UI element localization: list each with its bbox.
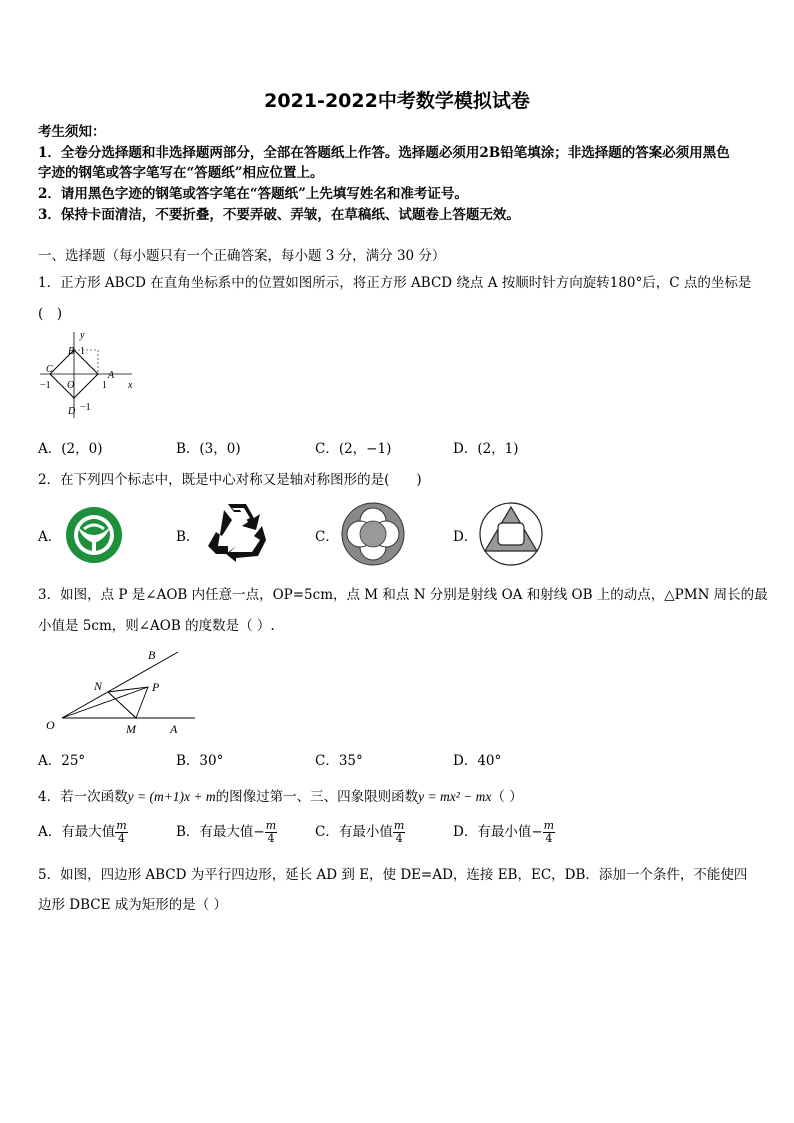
point-b-label: B [148, 648, 156, 662]
question-1-option-c: C．(2，−1) [315, 441, 392, 457]
question-3-option-c: C．35° [315, 753, 363, 769]
point-a-label: A [170, 722, 178, 736]
point-a-label: A [108, 370, 115, 381]
question-4-function-2: y = mx² − mx [418, 789, 492, 804]
question-2-option-a-label: A． [38, 529, 62, 545]
section-heading: 一、选择题（每小题只有一个正确答案，每小题 3 分，满分 30 分） [38, 248, 446, 264]
question-5-stem: 5．如图，四边形 ABCD 为平行四边形，延长 AD 到 E，使 DE=AD，连接 EB，EC，DB．添加一个条件，不能使四 [38, 867, 748, 883]
point-d-label: D [68, 406, 76, 417]
y-axis-label: y [80, 330, 85, 341]
point-m-label: M [126, 722, 136, 736]
recycle-icon [204, 500, 270, 564]
tick-label: −1 [40, 380, 51, 391]
question-4-suffix: （ ） [491, 789, 523, 805]
question-2-option-c-label: C． [315, 529, 339, 545]
question-3-option-a: A．25° [38, 753, 86, 769]
notice-heading: 考生须知： [38, 124, 106, 140]
point-p-label: P [152, 680, 160, 694]
question-1-stem: 1．正方形 ABCD 在直角坐标系中的位置如图所示，将正方形 ABCD 绕点 A 按顺时针方向旋转180°后，C 点的坐标是 [38, 275, 752, 291]
question-4-option-a: A．有最大值 $\frac{m}{4}$ [38, 819, 127, 846]
question-4-option-d: D．有最小值− $\frac{m}{4}$ [453, 819, 555, 846]
triangle-square-circle-icon [478, 501, 544, 567]
tick-label: −1 [80, 402, 91, 413]
question-3-option-d: D．40° [453, 753, 502, 769]
question-4-stem [38, 785, 523, 805]
origin-label: O [67, 380, 75, 391]
tick-label: 1 [102, 380, 107, 391]
point-b-label: B [68, 346, 75, 357]
question-4-function-1: y = (m+1)x + m [127, 789, 216, 804]
notice-item: 字迹的钢笔或答字笔写在“答题纸”相应位置上。 [38, 165, 324, 181]
question-2-option-d-label: D． [453, 529, 478, 545]
notice-item: 1．全卷分选择题和非选择题两部分，全部在答题纸上作答。选择题必须用2B铅笔填涂；非选择题的答案必须用黑色 [38, 145, 730, 161]
question-1-option-b: B．(3，0) [176, 441, 241, 457]
notice-item: 2．请用黑色字迹的钢笔或答字笔在“答题纸”上先填写姓名和准考证号。 [38, 186, 468, 202]
question-4-option-c: C．有最小值 $\frac{m}{4}$ [315, 819, 405, 846]
question-1-paren: ( ) [38, 306, 63, 322]
four-circle-flower-icon [340, 501, 406, 567]
question-3-stem: 小值是 5cm，则∠AOB 的度数是（ ）. [38, 618, 275, 634]
x-axis-label: x [128, 380, 133, 391]
question-2-stem: 2．在下列四个标志中，既是中心对称又是轴对称图形的是( ) [38, 472, 422, 488]
point-n-label: N [94, 679, 103, 693]
point-c-label: C [46, 364, 53, 375]
green-food-logo-icon [64, 505, 124, 565]
question-5-stem: 边形 DBCE 成为矩形的是（ ） [38, 897, 228, 913]
question-1-figure [36, 328, 136, 420]
question-4-prefix: 4．若一次函数 [38, 789, 128, 805]
question-4-option-b: B．有最大值− $\frac{m}{4}$ [176, 819, 277, 846]
notice-item: 3．保持卡面清洁，不要折叠，不要弄破、弄皱，在草稿纸、试题卷上答题无效。 [38, 207, 520, 223]
question-2-option-b-label: B． [176, 529, 200, 545]
question-4-middle: 的图像过第一、三、四象限则函数 [215, 789, 419, 805]
question-1-option-d: D．(2，1) [453, 441, 519, 457]
question-3-figure [40, 645, 200, 740]
question-3-option-b: B．30° [176, 753, 224, 769]
tick-label: 1 [80, 346, 85, 357]
point-o-label: O [46, 718, 55, 732]
question-1-option-a: A．(2，0) [38, 441, 103, 457]
page-title: 2021-2022中考数学模拟试卷 [264, 90, 530, 112]
question-3-stem: 3．如图，点 P 是∠AOB 内任意一点，OP=5cm，点 M 和点 N 分别是射线 OA 和射线 OB 上的动点，△PMN 周长的最 [38, 587, 768, 603]
